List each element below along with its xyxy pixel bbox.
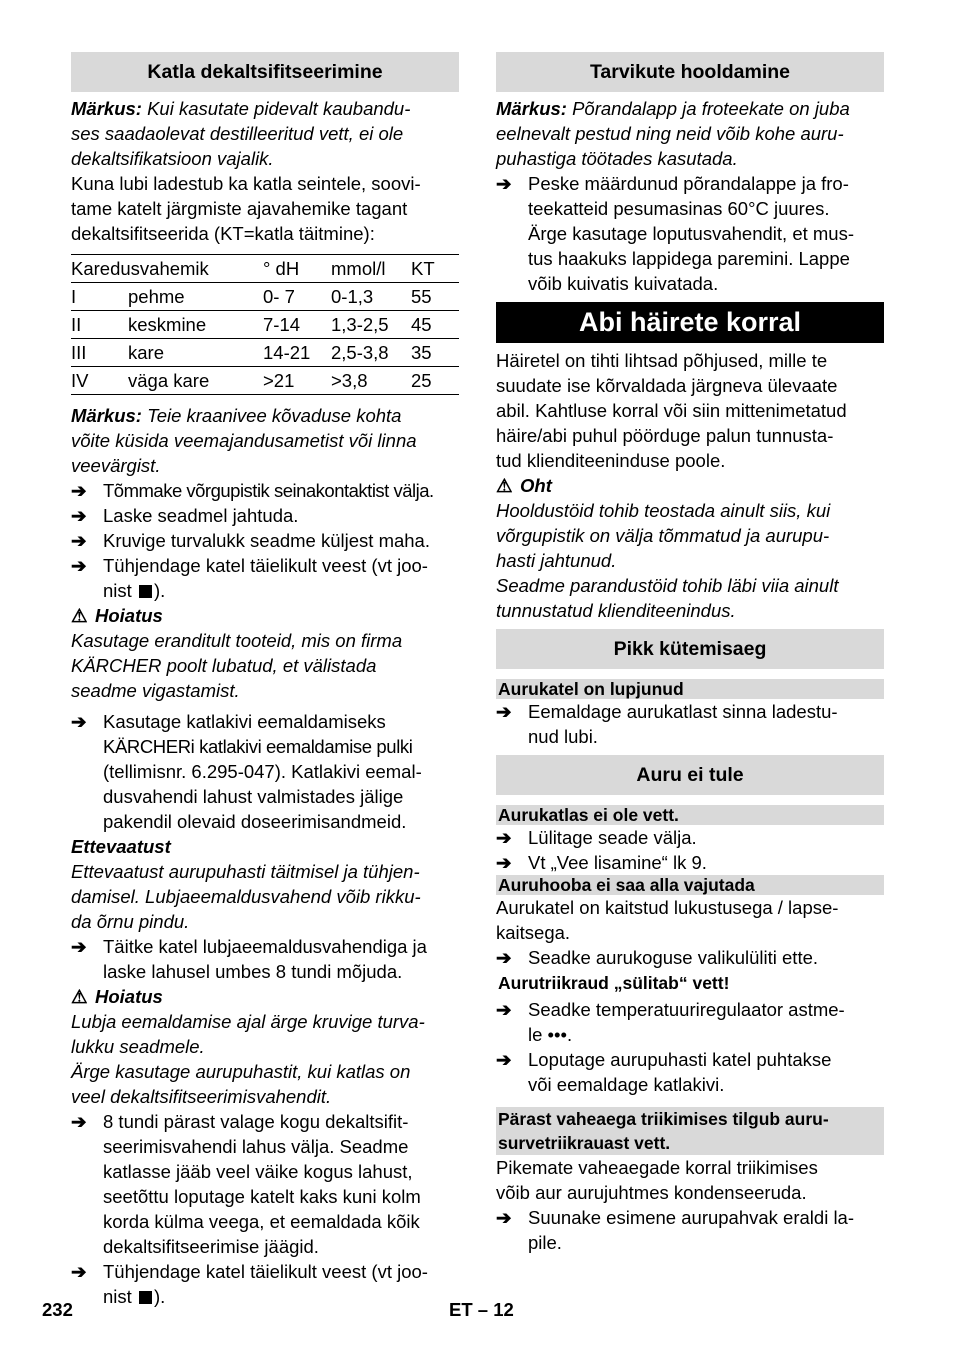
hardness-table <box>71 254 459 395</box>
section-heading: Katla dekaltsifitseerimine <box>71 52 459 92</box>
table-cell: IV <box>71 367 128 395</box>
paragraph: abil. Kahtluse korral või siin mittenimetatud <box>496 400 847 421</box>
list-item: ➔ Eemaldage aurukatlast sinna ladestu- nud lubi. <box>496 701 838 747</box>
note-line: dekaltsifikatsioon vajalik. <box>71 148 274 169</box>
table-cell: 55 <box>411 283 459 311</box>
note-line: ses saadaolevat destilleeritud vett, ei ole <box>71 123 404 144</box>
page-number: 232 <box>42 1299 73 1320</box>
table-header: Karedusvahemik <box>71 255 263 283</box>
arrow-icon: ➔ <box>496 827 512 848</box>
list-item: ➔ Tühjendage katel täielikult veest (vt joo- nist ). <box>71 555 428 601</box>
warning-text: veel dekaltsifitseerimisvahendit. <box>71 1086 332 1107</box>
list-item: ➔ Seadke aurukoguse valikulüliti ette. <box>496 947 819 968</box>
table-cell: kare <box>128 339 263 367</box>
warning-heading: ⚠ Hoiatus <box>71 986 163 1007</box>
danger-text: tunnustatud klienditeenindus. <box>496 600 736 621</box>
sub-heading: Pärast vaheaega triikimises tilgub auru- survetriikrauast vett. <box>496 1107 884 1155</box>
paragraph: suudate ise kõrvaldada järgneva ülevaate <box>496 375 838 396</box>
note-line: võite küsida veemajandusametist või linna <box>71 430 417 451</box>
paragraph: dekaltsifitseerida (KT=katla täitmine): <box>71 223 375 244</box>
table-cell: >21 <box>263 367 331 395</box>
arrow-icon: ➔ <box>71 1111 87 1132</box>
sub-heading: Auruhooba ei saa alla vajutada <box>496 875 884 895</box>
arrow-icon: ➔ <box>71 530 87 551</box>
list-item: ➔ Loputage aurupuhasti katel puhtakse või eemaldage katlakivi. <box>496 1049 832 1095</box>
table-cell: pehme <box>128 283 263 311</box>
sub-heading: Aurutriikraud „sülitab“ vett! <box>498 973 730 993</box>
list-item: ➔ Kruvige turvalukk seadme küljest maha. <box>71 530 430 551</box>
arrow-icon: ➔ <box>71 1261 87 1282</box>
note: Märkus: Kui kasutate pidevalt kaubandu- <box>71 98 411 119</box>
table-cell: 7-14 <box>263 311 331 339</box>
table-cell: 2,5-3,8 <box>331 339 411 367</box>
paragraph: Häiretel on tihti lihtsad põhjused, mille te <box>496 350 828 371</box>
arrow-icon: ➔ <box>496 701 512 722</box>
list-item: ➔ Laske seadmel jahtuda. <box>71 505 299 526</box>
list-item: ➔ Täitke katel lubjaeemaldusvahendiga ja laske lahusel umbes 8 tundi mõjuda. <box>71 936 427 982</box>
table-cell: väga kare <box>128 367 263 395</box>
warning-text: lukku seadmele. <box>71 1036 205 1057</box>
language-page-label: ET – 12 <box>449 1299 514 1320</box>
paragraph: tame katelt järgmiste ajavahemike tagant <box>71 198 408 219</box>
table-cell: 1,3-2,5 <box>331 311 411 339</box>
table-cell: 0- 7 <box>263 283 331 311</box>
arrow-icon: ➔ <box>496 852 512 873</box>
arrow-icon: ➔ <box>71 936 87 957</box>
table-header-row <box>71 255 459 283</box>
arrow-icon: ➔ <box>71 555 87 576</box>
list-item: ➔ Vt „Vee lisamine“ lk 9. <box>496 852 707 873</box>
table-cell: 14-21 <box>263 339 331 367</box>
list-item: ➔ Kasutage katlakivi eemaldamiseks KÄRCHERi katlakivi eemaldamise pulki (tellimisnr. 6.295-047). Katlakivi eemal- dusvahendi lahust valmistades jälige pakendil olevaid doseerimisandmeid. <box>71 711 422 832</box>
table-cell: I <box>71 283 128 311</box>
caution-text: Ettevaatust aurupuhasti täitmisel ja tühjen- <box>71 861 420 882</box>
book-icon <box>139 585 152 598</box>
note-line: puhastiga töötades kasutada. <box>496 148 738 169</box>
paragraph: Pikemate vaheaegade korral triikimises <box>496 1157 818 1178</box>
list-item: ➔ Tühjendage katel täielikult veest (vt joo- nist ). <box>71 1261 428 1307</box>
paragraph: Aurukatel on kaitstud lukustusega / lapse- <box>496 897 839 918</box>
warning-text: seadme vigastamist. <box>71 680 240 701</box>
arrow-icon: ➔ <box>496 1207 512 1228</box>
list-item: ➔ 8 tundi pärast valage kogu dekaltsifit- seerimisvahendi lahus välja. Seadme katlasse jääb veel väike kogus lahust, seetõttu loputage katelt kaks kuni kolm korda külma veega, et eemaldada kõik dekaltsifitseerimise jäägid. <box>71 1111 421 1257</box>
table-header: mmol/l <box>331 255 411 283</box>
danger-text: Seadme parandustöid tohib läbi viia ainult <box>496 575 839 596</box>
warning-text: Ärge kasutage aurupuhastit, kui katlas on <box>71 1061 411 1082</box>
table-row <box>71 311 459 339</box>
warning-icon: ⚠ <box>71 605 88 626</box>
arrow-icon: ➔ <box>71 505 87 526</box>
note-line: veevärgist. <box>71 455 161 476</box>
list-item: ➔ Peske määrdunud põrandalappe ja fro- teekatteid pesumasinas 60°C juures. Ärge kasutage loputusvahendit, et mus- tus haakuks lappidega paremini. Lappe võib kuivatis kuivatada. <box>496 173 854 294</box>
arrow-icon: ➔ <box>71 480 87 501</box>
note: Märkus: Teie kraanivee kõvaduse kohta <box>71 405 402 426</box>
table-cell: >3,8 <box>331 367 411 395</box>
caution-text: damisel. Lubjaeemaldusvahend võib rikku- <box>71 886 421 907</box>
section-heading: Tarvikute hooldamine <box>496 52 884 92</box>
list-item: ➔ Suunake esimene aurupahvak eraldi la- pile. <box>496 1207 855 1253</box>
arrow-icon: ➔ <box>496 947 512 968</box>
chapter-heading: Abi häirete korral <box>496 302 884 343</box>
table-row <box>71 367 459 395</box>
arrow-icon: ➔ <box>496 1049 512 1070</box>
warning-text: Lubja eemaldamise ajal ärge kruvige turva- <box>71 1011 425 1032</box>
danger-text: võrgupistik on välja tõmmatud ja aurupu- <box>496 525 830 546</box>
right-column <box>496 52 884 1255</box>
table-cell: 35 <box>411 339 459 367</box>
book-icon <box>139 1291 152 1304</box>
paragraph: tud klienditeeninduse poole. <box>496 450 726 471</box>
list-item: ➔ Seadke temperatuuriregulaator astme- le •••. <box>496 999 845 1045</box>
table-cell: II <box>71 311 128 339</box>
danger-heading: ⚠ Oht <box>496 475 552 496</box>
arrow-icon: ➔ <box>496 173 512 194</box>
note: Märkus: Põrandalapp ja froteekate on juba <box>496 98 850 119</box>
note-line: eelnevalt pestud ning neid võib kohe auru- <box>496 123 844 144</box>
warning-icon: ⚠ <box>71 986 88 1007</box>
table-cell: keskmine <box>128 311 263 339</box>
caution-heading: Ettevaatust <box>71 836 171 857</box>
paragraph: häire/abi puhul pöörduge palun tunnusta- <box>496 425 834 446</box>
paragraph: kaitsega. <box>496 922 571 943</box>
paragraph: võib aur aurujuhtmes kondenseeruda. <box>496 1182 807 1203</box>
left-column <box>71 52 459 1309</box>
caution-text: da õrnu pindu. <box>71 911 190 932</box>
warning-text: KÄRCHER poolt lubatud, et välistada <box>71 655 377 676</box>
table-header: KT <box>411 255 459 283</box>
table-row <box>71 339 459 367</box>
paragraph: Kuna lubi ladestub ka katla seintele, soovi- <box>71 173 421 194</box>
warning-text: Kasutage eranditult tooteid, mis on firma <box>71 630 403 651</box>
warning-icon: ⚠ <box>496 475 513 496</box>
arrow-icon: ➔ <box>496 999 512 1020</box>
warning-heading: ⚠ Hoiatus <box>71 605 163 626</box>
table-cell: 25 <box>411 367 459 395</box>
danger-text: hasti jahtunud. <box>496 550 617 571</box>
table-row <box>71 283 459 311</box>
sub-heading: Aurukatel on lupjunud <box>496 679 884 699</box>
list-item: ➔ Lülitage seade välja. <box>496 827 697 848</box>
table-cell: 45 <box>411 311 459 339</box>
danger-text: Hooldustöid tohib teostada ainult siis, kui <box>496 500 831 521</box>
section-heading: Auru ei tule <box>496 755 884 795</box>
section-heading: Pikk kütemisaeg <box>496 629 884 669</box>
table-cell: 0-1,3 <box>331 283 411 311</box>
list-item: ➔ Tõmmake võrgupistik seinakontaktist välja. <box>71 480 434 501</box>
table-cell: III <box>71 339 128 367</box>
sub-heading: Aurukatlas ei ole vett. <box>496 805 884 825</box>
arrow-icon: ➔ <box>71 711 87 732</box>
table-header: ° dH <box>263 255 331 283</box>
